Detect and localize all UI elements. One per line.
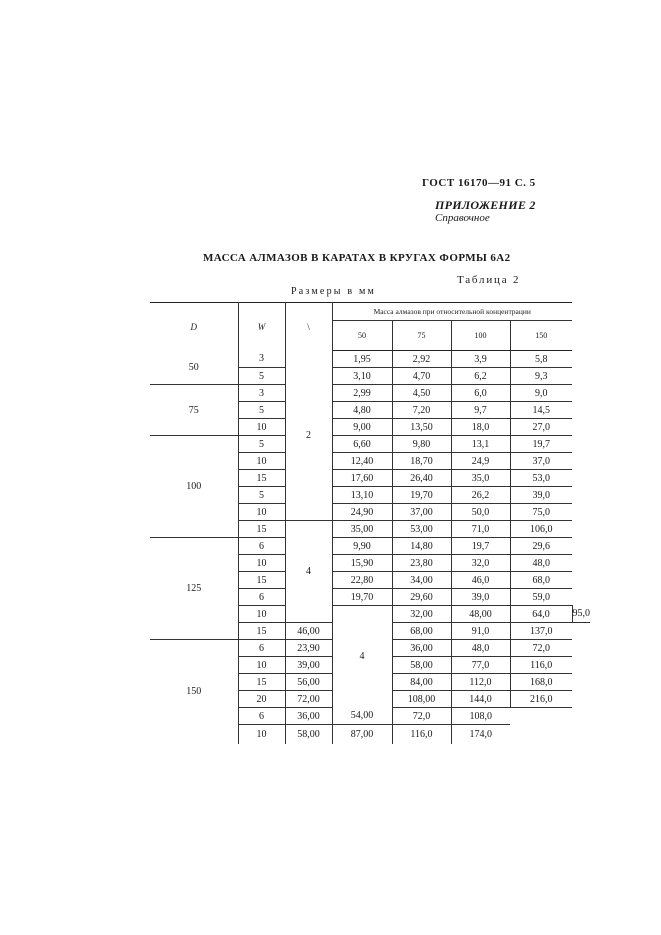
- w-cell: 10: [238, 555, 285, 572]
- mass-150-cell: 5,8: [510, 351, 572, 368]
- x-cell: 4: [332, 606, 392, 708]
- mass-100-cell: 77,0: [451, 657, 510, 674]
- appendix-note: Справочное: [435, 212, 490, 224]
- mass-150-cell: 174,0: [469, 728, 492, 740]
- w-cell: 10: [238, 657, 285, 674]
- mass-150-cell: 59,0: [510, 589, 572, 606]
- mass-150-cell: 75,0: [510, 504, 572, 521]
- mass-100-cell: 71,0: [451, 521, 510, 538]
- x-cell: 4: [285, 521, 332, 623]
- document-title: МАССА АЛМАЗОВ В КАРАТАХ В КРУГАХ ФОРМЫ 6А2: [203, 252, 511, 264]
- mass-50-cell: 58,00: [285, 725, 332, 744]
- diamond-mass-table: [150, 302, 590, 744]
- mass-75-cell: 68,00: [392, 623, 451, 640]
- mass-100-cell: 50,0: [451, 504, 510, 521]
- header-x: \: [285, 303, 332, 351]
- w-cell: 15: [238, 623, 285, 640]
- mass-50-cell: 56,00: [285, 674, 332, 691]
- appendix-heading: ПРИЛОЖЕНИЕ 2: [435, 198, 536, 212]
- w-cell: 5: [238, 487, 285, 504]
- mass-100-cell: 35,0: [451, 470, 510, 487]
- mass-150-cell: 37,0: [510, 453, 572, 470]
- mass-50-cell: 12,40: [332, 453, 392, 470]
- mass-75-cell: 54,00: [332, 708, 392, 725]
- mass-50-cell: 4,80: [332, 402, 392, 419]
- w-cell: 15: [238, 674, 285, 691]
- mass-150-cell: 108,0: [451, 708, 510, 725]
- mass-75-cell: 19,70: [392, 487, 451, 504]
- mass-75-cell: 48,00: [451, 606, 510, 623]
- header-conc-100: 100: [451, 321, 510, 351]
- mass-75-cell: 7,20: [392, 402, 451, 419]
- mass-150-cell: 116,0: [510, 657, 572, 674]
- mass-50-cell: 72,00: [285, 691, 332, 708]
- mass-150-cell: 137,0: [510, 623, 572, 640]
- mass-150-cell: 106,0: [510, 521, 572, 538]
- mass-150-cell: 95,0: [572, 606, 590, 623]
- mass-50-cell: 3,10: [332, 368, 392, 385]
- d-cell: 150: [150, 640, 238, 744]
- mass-100-cell: 116,0: [392, 725, 451, 744]
- w-cell: 6: [238, 708, 285, 725]
- w-cell: 15: [238, 521, 285, 538]
- mass-100-cell: 6,0: [451, 385, 510, 402]
- w-cell: 6: [238, 538, 285, 555]
- mass-75-cell: 4,70: [392, 368, 451, 385]
- mass-75-cell: 108,00: [392, 691, 451, 708]
- mass-150-cell: 53,0: [510, 470, 572, 487]
- w-cell: 3: [238, 385, 285, 402]
- w-cell: 15: [238, 572, 285, 589]
- mass-50-cell: 46,00: [285, 623, 332, 640]
- mass-100-cell: 19,7: [451, 538, 510, 555]
- mass-75-cell: 84,00: [392, 674, 451, 691]
- mass-100-cell: 39,0: [451, 589, 510, 606]
- mass-50-cell: 1,95: [332, 351, 392, 368]
- mass-75-cell: 87,00: [332, 725, 392, 744]
- mass-50-cell: 6,60: [332, 436, 392, 453]
- mass-100-cell: 64,0: [510, 606, 572, 623]
- mass-50-cell: 17,60: [332, 470, 392, 487]
- w-cell: 10: [238, 453, 285, 470]
- mass-100-cell: 112,0: [451, 674, 510, 691]
- table-body: [150, 351, 590, 744]
- w-cell: 5: [238, 368, 285, 385]
- header-conc-50: 50: [332, 321, 392, 351]
- mass-100-cell: 6,2: [451, 368, 510, 385]
- x-cell: 2: [285, 351, 332, 521]
- mass-100-cell: 9,7: [451, 402, 510, 419]
- w-cell: 10: [238, 504, 285, 521]
- mass-50-cell: 2,99: [332, 385, 392, 402]
- mass-75-cell: 29,60: [392, 589, 451, 606]
- standard-reference: ГОСТ 16170—91 С. 5: [422, 177, 536, 189]
- mass-100-cell: 91,0: [451, 623, 510, 640]
- mass-75-cell: 26,40: [392, 470, 451, 487]
- w-cell: 6: [238, 640, 285, 657]
- mass-75-cell: 4,50: [392, 385, 451, 402]
- mass-50-cell: 24,90: [332, 504, 392, 521]
- table-header: [150, 303, 590, 351]
- w-cell: 10: [238, 419, 285, 436]
- mass-150-cell: 9,3: [510, 368, 572, 385]
- mass-50-cell: 15,90: [332, 555, 392, 572]
- mass-100-cell: 48,0: [451, 640, 510, 657]
- mass-75-cell: 37,00: [392, 504, 451, 521]
- mass-150-cell: 9,0: [510, 385, 572, 402]
- mass-150-cell: 29,6: [510, 538, 572, 555]
- mass-100-cell: 3,9: [451, 351, 510, 368]
- mass-50-cell: 32,00: [392, 606, 451, 623]
- w-cell: 5: [238, 436, 285, 453]
- mass-75-cell: 9,80: [392, 436, 451, 453]
- w-cell: 6: [238, 589, 285, 606]
- w-cell: 20: [238, 691, 285, 708]
- d-cell: 50: [150, 351, 238, 385]
- mass-50-cell: 35,00: [332, 521, 392, 538]
- mass-150-cell: 72,0: [510, 640, 572, 657]
- w-cell: 15: [238, 470, 285, 487]
- header-conc-150: 150: [510, 321, 572, 351]
- mass-100-cell: 18,0: [451, 419, 510, 436]
- mass-50-cell: 13,10: [332, 487, 392, 504]
- mass-150-cell: 39,0: [510, 487, 572, 504]
- mass-50-cell: 9,00: [332, 419, 392, 436]
- mass-75-cell: 23,80: [392, 555, 451, 572]
- mass-75-cell: 13,50: [392, 419, 451, 436]
- mass-100-cell: 72,0: [392, 708, 451, 725]
- mass-50-cell: 23,90: [285, 640, 332, 657]
- mass-100-cell: 32,0: [451, 555, 510, 572]
- mass-75-cell: 2,92: [392, 351, 451, 368]
- header-w: W: [238, 303, 285, 351]
- header-mass-group: Масса алмазов при относительной концентрации: [332, 303, 572, 321]
- mass-100-cell: 144,0: [451, 691, 510, 708]
- mass-150-cell: 27,0: [510, 419, 572, 436]
- header-d: D: [150, 303, 238, 351]
- w-cell: 5: [238, 402, 285, 419]
- w-cell: 3: [238, 351, 285, 368]
- d-cell: 100: [150, 436, 238, 538]
- mass-75-cell: 14,80: [392, 538, 451, 555]
- mass-150-cell: 14,5: [510, 402, 572, 419]
- mass-150-cell: 68,0: [510, 572, 572, 589]
- table-number: Таблица 2: [457, 274, 521, 286]
- mass-50-cell: 9,90: [332, 538, 392, 555]
- mass-50-cell: 19,70: [332, 589, 392, 606]
- mass-150-cell: 216,0: [510, 691, 572, 708]
- mass-100-cell: 13,1: [451, 436, 510, 453]
- mass-150-cell: 168,0: [510, 674, 572, 691]
- mass-75-cell: 36,00: [392, 640, 451, 657]
- mass-75-cell: 53,00: [392, 521, 451, 538]
- units-note: Размеры в мм: [291, 286, 377, 297]
- mass-150-cell: 19,7: [510, 436, 572, 453]
- d-cell: 125: [150, 538, 238, 640]
- mass-50-cell: 39,00: [285, 657, 332, 674]
- mass-50-cell: 36,00: [285, 708, 332, 725]
- mass-75-cell: 34,00: [392, 572, 451, 589]
- mass-50-cell: 22,80: [332, 572, 392, 589]
- header-conc-75: 75: [392, 321, 451, 351]
- mass-100-cell: 24,9: [451, 453, 510, 470]
- w-cell: 10: [238, 725, 285, 744]
- mass-100-cell: 26,2: [451, 487, 510, 504]
- mass-100-cell: 46,0: [451, 572, 510, 589]
- mass-75-cell: 58,00: [392, 657, 451, 674]
- w-cell: 10: [238, 606, 285, 623]
- d-cell: 75: [150, 385, 238, 436]
- mass-75-cell: 18,70: [392, 453, 451, 470]
- mass-150-cell: 48,0: [510, 555, 572, 572]
